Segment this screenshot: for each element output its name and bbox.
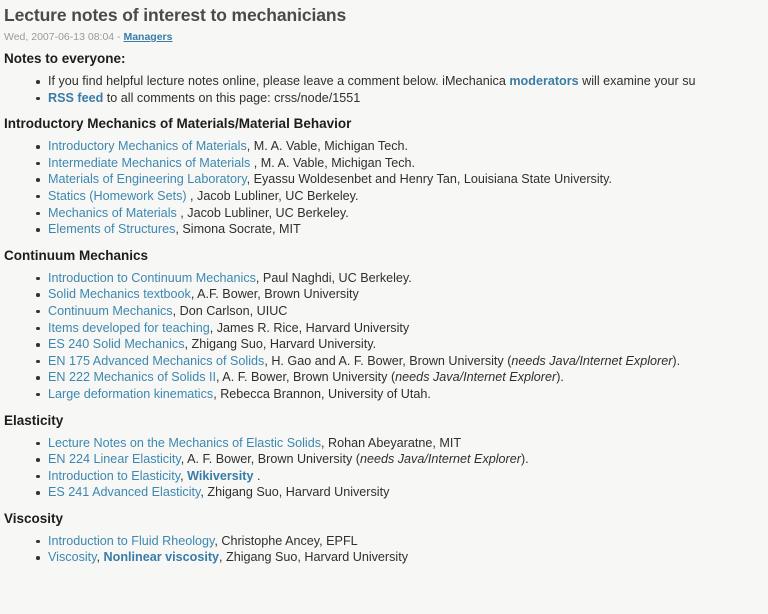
list-item [0,303,768,320]
list-item [0,353,768,370]
intro-item-text-after: to all comments on this page: crss/node/1551 [103,90,361,105]
list-item [0,270,768,287]
list-item [0,451,768,468]
resource-link[interactable]: ES 241 Advanced Elasticity [48,485,201,500]
resource-link[interactable]: Viscosity [48,550,97,565]
list-item [0,320,768,337]
resource-link[interactable]: Introductory Mechanics of Materials [48,139,247,154]
intro-list-item [0,90,768,107]
list-item [0,549,768,566]
resource-meta: , [96,550,104,565]
list-item [0,155,768,172]
resource-meta-tail: ). [556,370,564,385]
list-item [0,484,768,501]
resource-meta: , A. F. Bower, Brown University ( [180,452,360,467]
resource-meta: , Jacob Lubliner, UC Berkeley. [176,205,349,220]
list-item [0,205,768,222]
sections-container [0,106,768,566]
resource-note-italic: needs Java/Internet Explorer [511,353,673,368]
list-item [0,188,768,205]
list-item [0,138,768,155]
page-title: Lecture notes of interest to mechanicians [4,5,347,25]
resource-meta: , Jacob Lubliner, UC Berkeley. [186,188,359,203]
resource-link[interactable]: ES 240 Solid Mechanics [48,337,185,352]
resource-meta: , Paul Naghdi, UC Berkeley. [255,270,412,285]
resource-meta: , Rohan Abeyaratne, MIT [321,435,462,450]
resource-meta-tail: . [253,468,261,483]
section-list [0,133,768,238]
resource-link[interactable]: Mechanics of Materials [48,205,177,220]
resource-meta-tail: , Zhigang Suo, Harvard University [219,550,409,565]
resource-link[interactable]: Items developed for teaching [48,320,210,335]
section-heading: Elasticity [4,412,64,428]
intro-item-link[interactable]: RSS feed [48,90,104,105]
byline-author-link[interactable]: Managers [123,31,173,43]
section-list [0,430,768,501]
resource-meta: , H. Gao and A. F. Bower, Brown University ( [264,353,512,368]
resource-meta: , Rebecca Brannon, University of Utah. [213,386,431,401]
resource-link[interactable]: Continuum Mechanics [48,303,173,318]
list-item [0,336,768,353]
resource-meta: , A.F. Bower, Brown University [190,287,359,302]
list-item [0,435,768,452]
list-item [0,369,768,386]
resource-meta: , Eyassu Woldesenbet and Henry Tan, Louisiana State University. [246,172,613,187]
list-item [0,286,768,303]
resource-link[interactable]: Introduction to Fluid Rheology [48,533,215,548]
resource-meta-tail: ). [520,452,529,467]
resource-meta: , Don Carlson, UIUC [172,303,288,318]
resource-link[interactable]: EN 175 Advanced Mechanics of Solids [48,353,265,368]
resource-meta-tail: ). [672,353,681,368]
byline-date: Wed, 2007-06-13 08:04 - [4,31,124,43]
resource-note-italic: needs Java/Internet Explorer [395,370,557,385]
resource-link[interactable]: Solid Mechanics textbook [48,287,191,302]
resource-link[interactable]: Introduction to Elasticity [48,468,181,483]
resource-meta: , Simona Socrate, MIT [175,222,301,237]
list-item [0,221,768,238]
resource-meta: , M. A. Vable, Michigan Tech. [246,139,409,154]
list-item [0,386,768,403]
section-list [0,528,768,566]
resource-link-secondary[interactable]: Wikiversity [187,468,254,483]
section-list [0,265,768,403]
resource-link[interactable]: Large deformation kinematics [48,386,214,401]
intro-heading: Notes to everyone: [4,51,126,66]
resource-meta: , James R. Rice, Harvard University [209,320,410,335]
resource-link[interactable]: Statics (Homework Sets) [48,188,187,203]
section-heading: Introductory Mechanics of Materials/Material Behavior [4,116,352,132]
section-heading: Continuum Mechanics [4,247,149,263]
resource-link[interactable]: EN 222 Mechanics of Solids II [48,370,216,385]
resource-meta: , [180,468,188,483]
byline [0,26,768,44]
resource-link[interactable]: EN 224 Linear Elasticity [48,452,181,467]
intro-list-item [0,73,768,90]
intro-item-text-after: will examine your su [578,74,696,88]
resource-meta: , Zhigang Suo, Harvard University [200,485,390,500]
resource-link[interactable]: Intermediate Mechanics of Materials [48,155,251,170]
list-item [0,171,768,188]
resource-meta: , Christophe Ancey, EPFL [214,533,358,548]
resource-link-secondary[interactable]: Nonlinear viscosity [103,550,220,565]
resource-link[interactable]: Materials of Engineering Laboratory [48,172,247,187]
intro-item-text-before: If you find helpful lecture notes online, please leave a comment below. iMechanica [48,74,510,88]
section-heading: Viscosity [4,510,64,526]
resource-meta: , M. A. Vable, Michigan Tech. [250,155,416,170]
resource-link[interactable]: Elements of Structures [48,222,176,237]
resource-meta: , A. F. Bower, Brown University ( [216,370,396,385]
resource-link[interactable]: Introduction to Continuum Mechanics [48,270,256,285]
resource-note-italic: needs Java/Internet Explorer [359,452,521,467]
intro-item-link[interactable]: moderators [509,74,579,88]
resource-meta: , Zhigang Suo, Harvard University. [184,337,377,352]
list-item [0,533,768,550]
intro-list [0,68,768,106]
list-item [0,468,768,485]
resource-link[interactable]: Lecture Notes on the Mechanics of Elastic Solids [48,435,322,450]
